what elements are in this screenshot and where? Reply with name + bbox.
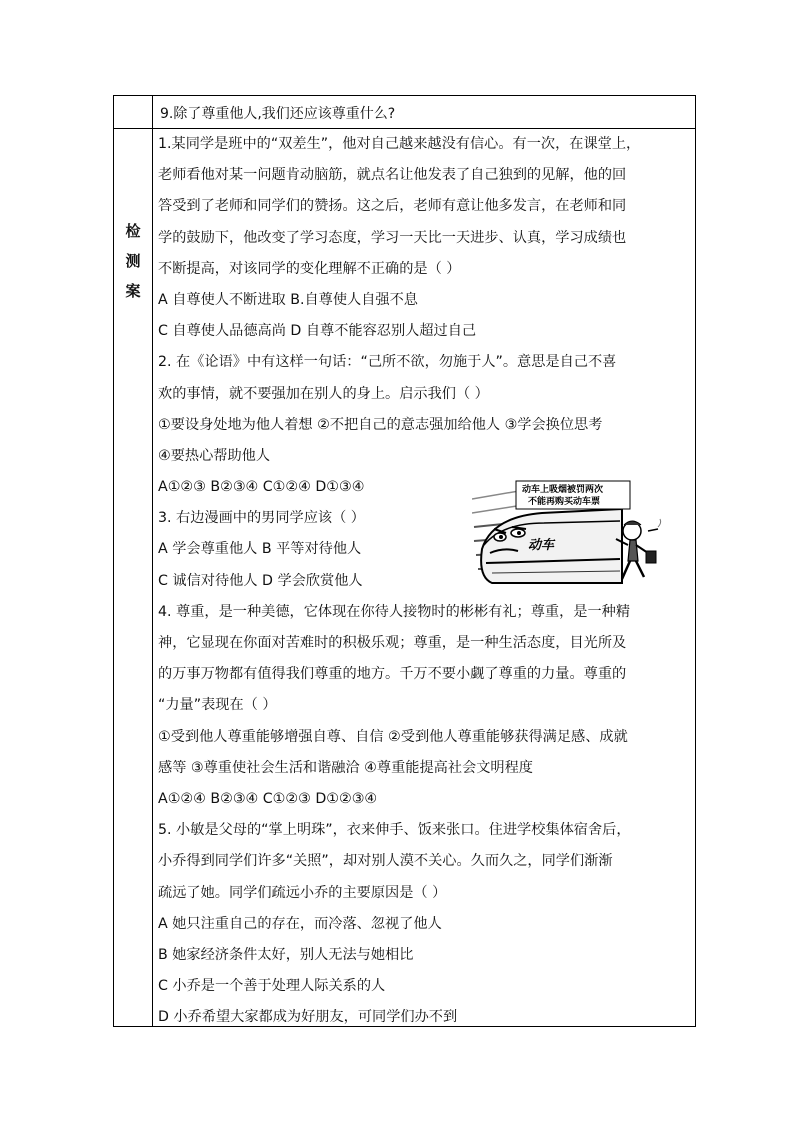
side-label-char: 检 (125, 222, 141, 240)
side-label-char: 案 (125, 282, 141, 300)
option-line: C 诚信对待他人 D 学会欣赏他人 (158, 572, 363, 589)
text-line: 答受到了老师和同学们的赞扬。这之后，老师有意让他多发言，在老师和同 (158, 198, 627, 215)
cartoon-caption-line1: 动车上吸烟被罚两次 (522, 485, 604, 495)
text-line: 学的鼓励下，他改变了学习态度，学习一天比一天进步、认真，学习成绩也 (158, 229, 627, 246)
option-line: A 自尊使人不断进取 B.自尊使人自强不息 (158, 291, 418, 308)
text-line: 2. 在《论语》中有这样一句话：“己所不欲，勿施于人”。意思是自己不喜 (158, 354, 617, 371)
text-line: 的万事万物都有值得我们尊重的地方。千万不要小觑了尊重的力量。尊重的 (158, 666, 627, 683)
text-line: 小乔得到同学们许多“关照”，却对别人漠不关心。久而久之，同学们渐渐 (158, 853, 613, 870)
text-line: 不断提高，对该同学的变化理解不正确的是（ ） (158, 260, 461, 277)
text-line: 老师看他对某一问题肯动脑筋，就点名让他发表了自己独到的见解，他的回 (158, 167, 627, 184)
option-line: C 自尊使人品德高尚 D 自尊不能容忍别人超过自己 (158, 323, 477, 340)
side-label-test-section (114, 216, 152, 306)
option-line: D 小乔希望大家都成为好朋友，可同学们办不到 (158, 1009, 458, 1026)
option-line: A 她只注重自己的存在，而冷落、忽视了他人 (158, 915, 442, 932)
text-line: 1.某同学是班中的“双差生”，他对自己越来越没有信心。有一次，在课堂上， (158, 136, 641, 152)
text-line: 3. 右边漫画中的男同学应该（ ） (158, 510, 365, 527)
question-9: 9.除了尊重他人,我们还应该尊重什么? (160, 106, 396, 122)
option-line: A 学会尊重他人 B 平等对待他人 (158, 541, 362, 558)
text-line: 5. 小敏是父母的“掌上明珠”，衣来伸手、饭来张口。住进学校集体宿舍后， (158, 822, 631, 839)
column-divider (152, 96, 153, 1026)
option-line: C 小乔是一个善于处理人际关系的人 (158, 978, 386, 995)
text-line: ①要设身处地为他人着想 ②不把自己的意志强加给他人 ③学会换位思考 (158, 416, 603, 433)
option-line: A①②④ B②③④ C①②③ D①②③④ (158, 790, 378, 807)
train-smoking-cartoon (472, 479, 664, 587)
text-line: “力量”表现在（ ） (158, 697, 277, 714)
question-table (113, 95, 696, 1027)
text-line: 感等 ③尊重使社会生活和谐融洽 ④尊重能提高社会文明程度 (158, 759, 533, 776)
option-line: A①②③ B②③④ C①②④ D①③④ (158, 479, 365, 496)
text-line: 疏远了她。同学们疏远小乔的主要原因是（ ） (158, 884, 447, 901)
option-line: B 她家经济条件太好，别人无法与她相比 (158, 946, 414, 963)
cartoon-caption-line2: 不能再购买动车票 (528, 497, 601, 507)
train-label: 动车 (528, 538, 555, 553)
text-line: 欢的事情，就不要强加在别人的身上。启示我们（ ） (158, 385, 489, 402)
text-line: 神，它显现在你面对苦难时的积极乐观；尊重，是一种生活态度，目光所及 (158, 635, 627, 651)
text-line: ①受到他人尊重能够增强自尊、自信 ②受到他人尊重能够获得满足感、成就 (158, 728, 628, 745)
text-line: 4. 尊重，是一种美德，它体现在你待人接物时的彬彬有礼；尊重，是一种精 (158, 603, 631, 620)
side-label-char: 测 (125, 252, 141, 270)
text-line: ④要热心帮助他人 (158, 447, 271, 464)
